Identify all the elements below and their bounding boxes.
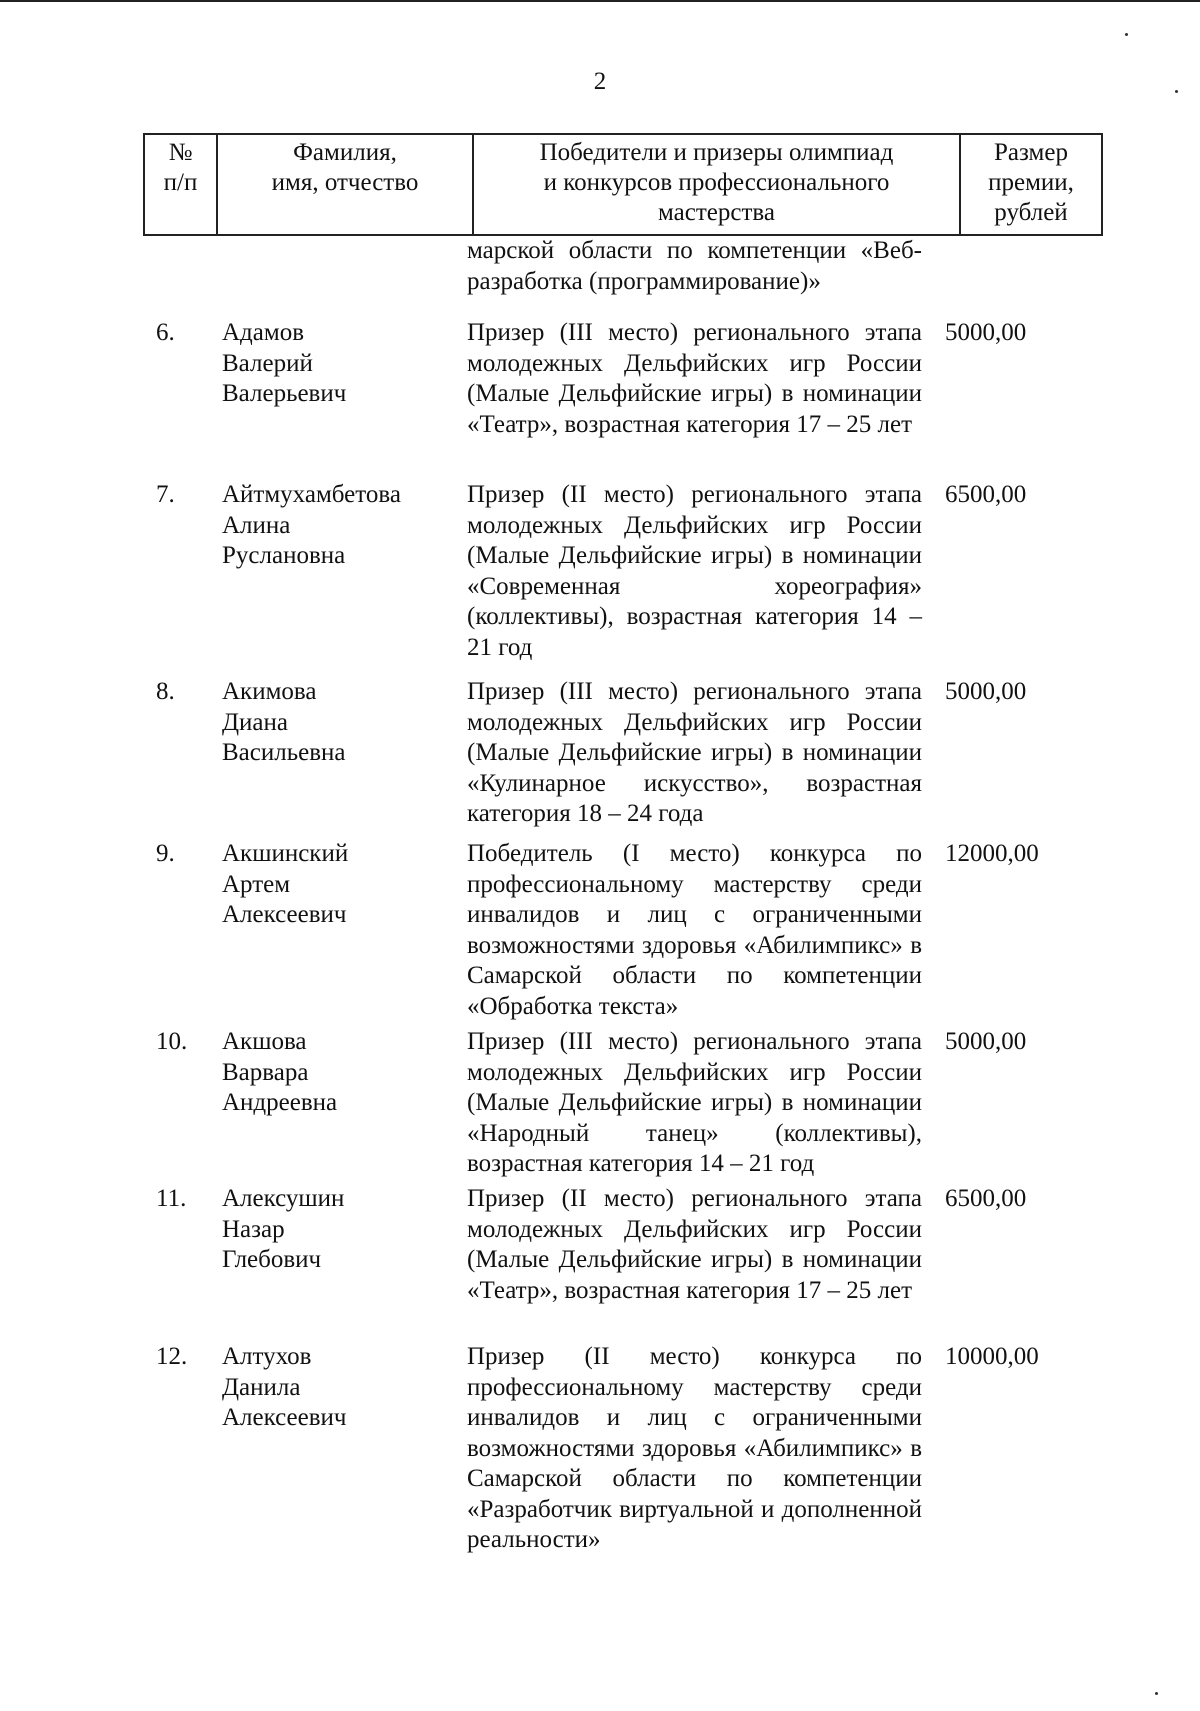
entry-description: Призер (II место) регионального этапа молодежных Дельфийских игр России (Малые Дельфийские игры) в номинации «Современная хореография» (коллективы), возрастная категория 14 – 21 год (467, 481, 922, 661)
top-edge-line (0, 0, 1200, 2)
entry-number: 9. (156, 840, 175, 867)
header-amount: Размер премии, рублей (960, 134, 1102, 235)
entry-full-name (222, 1342, 462, 1434)
entry-patronymic: Васильевна (222, 739, 346, 766)
entry-amount: 6500,00 (945, 481, 1027, 508)
entry-description: Победитель (I место) конкурса по профессиональному мастерству среди инвалидов и лиц с ограниченными возможностями здоровья «Абилимпикс» в Самарской области по компетенции «Обработка текста» (467, 840, 922, 1020)
continued-description: марской области по компетенции «Веб-разработка (программирование)» (467, 237, 922, 295)
entry-patronymic: Валерьевич (222, 380, 347, 407)
entry-amount: 5000,00 (945, 319, 1027, 346)
table-header (143, 133, 1103, 236)
header-row (144, 134, 1102, 235)
header-description: Победители и призеры олимпиад и конкурсов профессионального мастерства (473, 134, 960, 235)
entry-surname: Адамов (222, 319, 304, 346)
entry-first-name: Алина (222, 511, 291, 539)
entry-amount: 12000,00 (945, 840, 1039, 867)
entry-amount: 5000,00 (945, 1028, 1027, 1055)
entry-amount: 5000,00 (945, 678, 1027, 705)
entry-full-name (222, 1184, 462, 1276)
entry-patronymic: Алексеевич (222, 901, 347, 928)
entry-description: Призер (III место) регионального этапа молодежных Дельфийских игр России (Малые Дельфийские игры) в номинации «Народный танец» (коллективы), возрастная категория 14 – 21 год (467, 1028, 922, 1177)
entry-patronymic: Алексеевич (222, 1404, 347, 1431)
scan-speck (1155, 1692, 1158, 1695)
entry-surname: Акшова (222, 1028, 307, 1055)
scan-speck (1125, 33, 1128, 36)
entry-number: 12. (156, 1343, 188, 1370)
entry-description: Призер (II место) регионального этапа молодежных Дельфийских игр России (Малые Дельфийские игры) в номинации «Театр», возрастная категория 17 – 25 лет (467, 1185, 922, 1304)
entry-number: 6. (156, 319, 175, 346)
scan-speck (1175, 90, 1178, 93)
entry-full-name (222, 318, 462, 410)
entry-patronymic: Глебович (222, 1246, 322, 1273)
entry-full-name (222, 480, 462, 572)
entry-description: Призер (III место) регионального этапа молодежных Дельфийских игр России (Малые Дельфийские игры) в номинации «Кулинарное искусство», возрастная категория 18 – 24 года (467, 678, 922, 827)
entry-first-name: Артем (222, 870, 291, 898)
entry-first-name: Валерий (222, 349, 313, 377)
entry-description: Призер (III место) регионального этапа молодежных Дельфийских игр России (Малые Дельфийские игры) в номинации «Театр», возрастная категория 17 – 25 лет (467, 319, 922, 438)
entry-number: 10. (156, 1028, 188, 1055)
entry-first-name: Данила (222, 1373, 301, 1401)
page-number: 2 (593, 68, 607, 95)
entry-first-name: Диана (222, 708, 289, 736)
entry-surname: Акшинский (222, 840, 349, 867)
entry-patronymic: Андреевна (222, 1089, 338, 1116)
entry-first-name: Варвара (222, 1058, 309, 1086)
header-num: № п/п (144, 134, 217, 235)
entry-amount: 6500,00 (945, 1185, 1027, 1212)
entry-number: 7. (156, 481, 175, 508)
entry-full-name (222, 839, 462, 931)
entry-description: Призер (II место) конкурса по профессиональному мастерству среди инвалидов и лиц с ограниченными возможностями здоровья «Абилимпикс» в Самарской области по компетенции «Разработчик виртуальной и дополненной реальности» (467, 1343, 922, 1553)
entry-amount: 10000,00 (945, 1343, 1039, 1370)
entry-surname: Алтухов (222, 1343, 312, 1370)
entry-surname: Айтмухамбетова (222, 481, 401, 508)
entry-surname: Акимова (222, 678, 317, 705)
entry-surname: Алексушин (222, 1185, 345, 1212)
entry-number: 8. (156, 678, 175, 705)
entry-full-name (222, 677, 462, 769)
entry-first-name: Назар (222, 1215, 285, 1243)
entry-patronymic: Руслановна (222, 542, 346, 569)
entry-number: 11. (156, 1185, 187, 1212)
header-name: Фамилия, имя, отчество (217, 134, 473, 235)
entry-full-name (222, 1027, 462, 1119)
